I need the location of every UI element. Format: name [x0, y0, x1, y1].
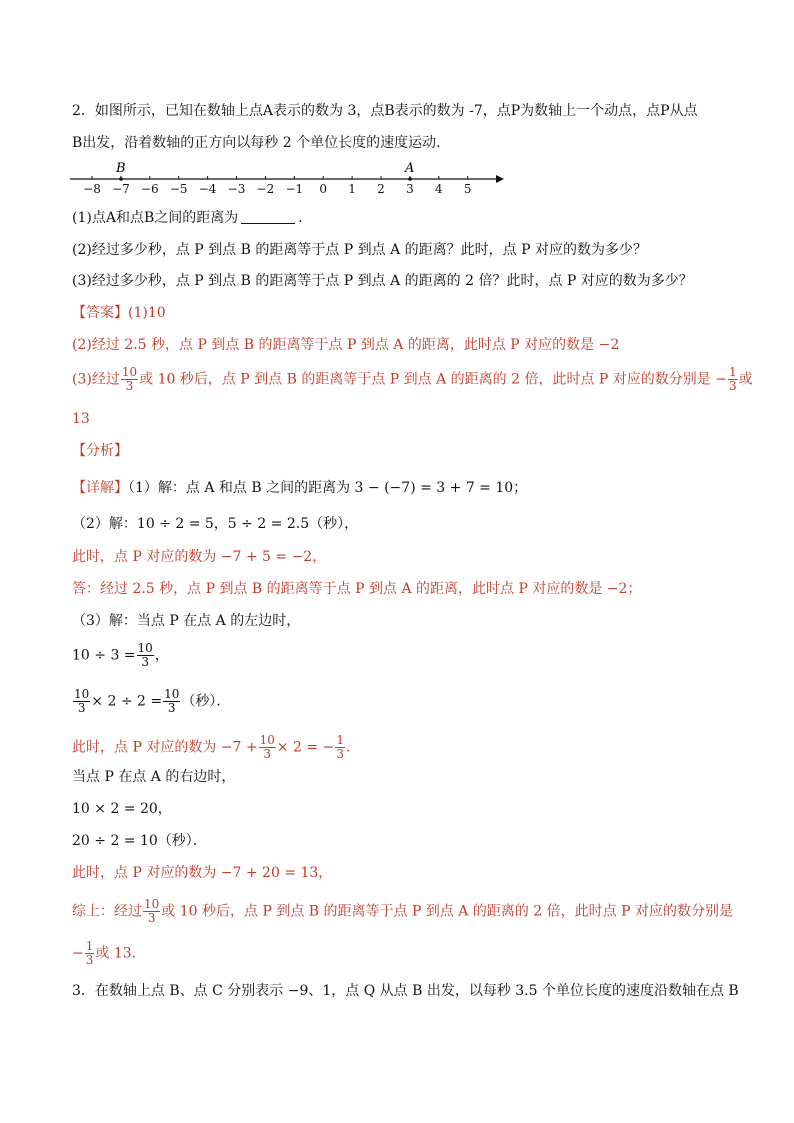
tick-label: −5 — [169, 182, 188, 194]
tick-label: −4 — [198, 182, 217, 194]
fraction-numerator: 1 — [729, 365, 737, 379]
fraction-denominator: 3 — [729, 379, 737, 393]
tick-label: 5 — [463, 182, 472, 194]
tick-label: −2 — [256, 182, 275, 194]
tick-label: −1 — [285, 182, 304, 194]
fraction-numerator: 10 — [259, 733, 275, 747]
fraction — [143, 898, 160, 925]
detail-d6-pre: 10 ÷ 3 = — [72, 647, 136, 664]
q2-line2: B出发，沿着数轴的正方向以每秒 2 个单位长度的速度运动． — [72, 135, 451, 151]
tick-label: 0 — [319, 182, 328, 194]
fraction-denominator: 3 — [85, 953, 94, 967]
q2-sub2: (2)经过多少秒，点 P 到点 B 的距离等于点 P 到点 A 的距离？此时，点 P 对应的数为多少？ — [72, 242, 647, 258]
fraction-numerator: 10 — [164, 687, 180, 701]
detail-d7-tail: （秒）． — [181, 693, 231, 710]
tick-label: 4 — [434, 182, 443, 194]
analysis-tag: 【分析】 — [72, 443, 128, 459]
fraction — [728, 366, 738, 393]
fraction-denominator: 3 — [263, 747, 272, 761]
detail-d5: （3）解：当点 P 在点 A 的左边时， — [72, 613, 301, 629]
detail-line1 — [72, 478, 527, 498]
point-a-dot — [408, 177, 412, 181]
answer-a3-mid: 或 10 秒后，点 P 到点 B 的距离等于点 P 到点 A 的距离的 2 倍，此时点 P 对应的数分别是 − — [139, 371, 727, 388]
detail-d8-mid: × 2 = − — [276, 739, 335, 756]
tick-label: −8 — [83, 182, 101, 194]
detail-d8-pre: 此时，点 P 对应的数为 −7 + — [72, 739, 258, 756]
tick-label: 3 — [406, 182, 414, 194]
detail-d12: 此时，点 P 对应的数为 −7 + 20 = 13， — [72, 865, 333, 881]
detail-d14-post: 或 13． — [95, 945, 146, 962]
detail-d7 — [72, 688, 230, 715]
q2-sub1-end: ． — [298, 210, 313, 226]
answer-tag: 【答案】 — [72, 305, 128, 321]
tick-label: −3 — [227, 182, 246, 194]
detail-d8 — [72, 734, 360, 761]
tick-label: 1 — [348, 182, 356, 194]
answer-a3-pre: (3)经过 — [72, 371, 120, 388]
point-b-dot — [119, 177, 123, 181]
tick-label: −7 — [112, 182, 130, 194]
fraction-denominator: 3 — [141, 655, 149, 669]
fraction — [335, 734, 345, 761]
q2-sub3: (3)经过多少秒，点 P 到点 B 的距离等于点 P 到点 A 的距离的 2 倍？此时，点 P 对应的数为多少？ — [72, 273, 693, 289]
tick-label: 2 — [377, 182, 385, 194]
fraction — [85, 940, 95, 967]
fraction-denominator: 3 — [336, 747, 344, 761]
answer-a3 — [72, 366, 753, 393]
detail-d11: 20 ÷ 2 = 10（秒）． — [72, 833, 207, 849]
fraction-denominator: 3 — [125, 379, 134, 393]
detail-d14-pre: − — [72, 945, 84, 962]
fraction-numerator: 1 — [85, 939, 94, 953]
detail-d14 — [72, 940, 146, 967]
detail-d13-pre: 综上：经过 — [72, 903, 142, 920]
q2-line1: 2．如图所示，已知在数轴上点A表示的数为 3，点B表示的数为 -7，点P为数轴上一个动点，点P从点 — [72, 103, 698, 119]
detail-d9: 当点 P 在点 A 的右边时， — [72, 769, 236, 785]
fraction — [121, 366, 138, 393]
point-b-label: B — [116, 161, 126, 176]
answer-a3-post: 或 — [738, 371, 753, 388]
fraction — [163, 688, 180, 715]
fraction-numerator: 10 — [121, 365, 138, 379]
q2-sub1-text: (1)点A和点B之间的距离为 — [72, 210, 239, 226]
fraction — [73, 688, 90, 715]
fraction-numerator: 10 — [74, 687, 90, 701]
tick-label: −6 — [140, 182, 159, 194]
fraction-numerator: 1 — [336, 733, 344, 747]
number-line — [68, 158, 508, 194]
detail-d13 — [72, 898, 733, 925]
fraction-denominator: 3 — [167, 701, 176, 715]
axis-arrow-icon — [496, 175, 504, 183]
answer-a1: (1)10 — [128, 305, 166, 321]
answer-blank — [241, 209, 295, 224]
fraction — [259, 734, 276, 761]
answer-a2: (2)经过 2.5 秒，点 P 到点 B 的距离等于点 P 到点 A 的距离，此时点 P 对应的数是 −2 — [72, 337, 620, 353]
fraction-denominator: 3 — [77, 701, 86, 715]
q2-sub1 — [72, 208, 312, 228]
detail-d8-post: ． — [345, 739, 360, 756]
fraction-numerator: 10 — [144, 897, 160, 911]
detail-tag: 【详解】 — [72, 480, 128, 496]
point-a-label: A — [405, 161, 415, 176]
detail-d6-post: ， — [154, 647, 169, 664]
detail-d6 — [72, 642, 169, 669]
answer-a3-tail: 13 — [72, 411, 90, 427]
detail-d1: （1）解：点 A 和点 B 之间的距离为 3 − (−7) = 3 + 7 = 10； — [128, 480, 528, 496]
detail-d3: 此时，点 P 对应的数为 −7 + 5 = −2， — [72, 549, 327, 565]
detail-d13-post: 或 10 秒后，点 P 到点 B 的距离等于点 P 到点 A 的距离的 2 倍，此时点 P 对应的数分别是 — [161, 903, 733, 920]
detail-d2: （2）解：10 ÷ 2 = 5，5 ÷ 2 = 2.5（秒）， — [72, 516, 359, 532]
fraction — [137, 642, 154, 669]
detail-d7-mid: × 2 ÷ 2 = — [91, 693, 163, 710]
detail-d4: 答：经过 2.5 秒，点 P 到点 B 的距离等于点 P 到点 A 的距离，此时点 P 对应的数是 −2； — [72, 581, 642, 597]
detail-d10: 10 × 2 = 20， — [72, 801, 172, 817]
answer-line1 — [72, 303, 166, 323]
fraction-numerator: 10 — [137, 641, 153, 655]
q3-line1: 3．在数轴上点 B、点 C 分别表示 −9、1，点 Q 从点 B 出发，以每秒 3.5 个单位长度的速度沿数轴在点 B — [72, 983, 739, 999]
fraction-denominator: 3 — [147, 911, 156, 925]
